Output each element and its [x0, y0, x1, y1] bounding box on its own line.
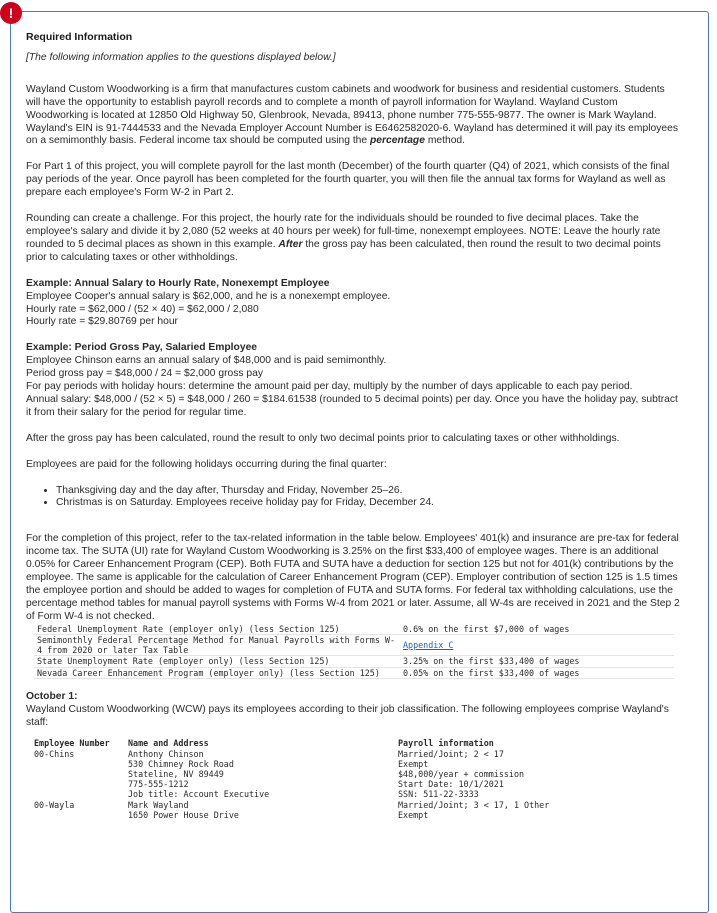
column-header: Name and Address — [128, 738, 209, 749]
example-period-gross-pay — [26, 342, 681, 419]
example-line: Period gross pay = $48,000 / 24 = $2,000 gross pay — [26, 368, 263, 380]
list-item: • Christmas is on Saturday. Employees receive holiday pay for Friday, December 24. — [56, 497, 681, 510]
october-text: Wayland Custom Woodworking (WCW) pays its employees according to their job classification. The following employees comprise Wayland's staff: — [26, 703, 669, 728]
list-item: • Thanksgiving day and the day after, Thursday and Friday, November 25–26. — [56, 485, 681, 498]
appendix-c-link[interactable]: Appendix C — [403, 640, 454, 651]
example-title: Example: Annual Salary to Hourly Rate, Nonexempt Employee — [26, 277, 330, 289]
example-title: Example: Period Gross Pay, Salaried Employee — [26, 342, 258, 354]
tax-label: Nevada Career Enhancement Program (employer only) (less Section 125) — [34, 667, 397, 678]
example-line: Employee Cooper's annual salary is $62,000, and he is a nonexempt employee. — [26, 290, 391, 302]
completion-paragraph: For the completion of this project, refer to the tax-related information in the table below. Employees' 401(k) and insurance are pre-tax for federal income tax. The SUTA (UI) rate for Wayland Custom Woodworking is 3.25% on the first $33,400 of employee wages. There is an additional 0.05% for Career Enhancement Program (CEP). Both FUTA and SUTA have a deduction for section 125 but not for 401(k) contributions by the employee. The same is applicable for the calculation of Career Enhancement Program (CEP). Employer contribution of section 125 is 1.5 times the employee portion and should be added to wages for completion of FUTA and SUTA forms. For federal tax withholding calculations, use the percentage method tables for manual payroll systems with Forms W-4 from 2021 or later. Assume, all W-4s are received in 2021 and the Step 2 of Form W-4 is not checked. — [26, 533, 680, 622]
employee-number: 00-Chins — [34, 748, 75, 759]
section-heading: Required Information — [26, 31, 133, 43]
holidays-intro: Employees are paid for the following holidays occurring during the final quarter: — [26, 458, 387, 470]
column-header: Payroll information — [398, 738, 494, 749]
tax-label: Federal Unemployment Rate (employer only) (less Section 125) — [34, 624, 397, 635]
table-row — [34, 624, 674, 635]
info-note: [The following information applies to the questions displayed below.] — [26, 51, 336, 63]
intro-paragraph: Wayland Custom Woodworking is a firm that manufactures custom cabinets and woodwork for business and residential customers. Students will have the opportunity to establish payroll records and to complete a month of payroll information for Wayland. Wayland Custom Woodworking is located at 12850 Old Highway 50, Glenbrook, Nevada, 89413, phone number 775-555-9877. The owner is Mark Wayland. Wayland's EIN is 91-7444533 and the Nevada Employer Account Number is E6462582020-6. Wayland has determined it will pay its employees on a semimonthly basis. Federal income tax should be computed using the percentage method. — [26, 83, 678, 147]
table-header-row — [34, 738, 638, 748]
tax-value: 3.25% on the first $33,400 of wages — [397, 656, 674, 667]
table-row — [34, 800, 638, 820]
employee-payroll-info: Married/Joint; 3 < 17, 1 Other Exempt — [398, 799, 550, 820]
employee-address: Mark Wayland 1650 Power House Drive — [128, 799, 239, 820]
rounding-paragraph: Rounding can create a challenge. For this project, the hourly rate for the individuals should be rounded to five decimal places. Take the employee's salary and divide it by 2,080 (52 weeks at 40 hours per week) for full-time, nonexempt employees. NOTE: Leave the hourly rate rounded to 5 decimal places as shown in this example. After the gross pay has been calculated, then round the result to two decimal points prior to calculating taxes or other withholdings. — [26, 213, 661, 263]
employee-number: 00-Wayla — [34, 799, 75, 810]
example-line: For pay periods with holiday hours: determine the amount paid per day, multiply by the number of days applicable to each pay period. — [26, 381, 633, 393]
table-row — [34, 749, 638, 800]
required-information-content — [26, 31, 681, 820]
tax-label: State Unemployment Rate (employer only) (less Section 125) — [34, 656, 397, 667]
tax-info-table — [34, 624, 674, 679]
holiday-list — [26, 485, 681, 511]
tax-value: 0.6% on the first $7,000 of wages — [397, 624, 674, 635]
table-row — [34, 634, 674, 655]
after-gross-paragraph: After the gross pay has been calculated, round the result to only two decimal points prior to calculating taxes or other withholdings. — [26, 432, 620, 444]
table-row — [34, 656, 674, 667]
example-hourly-rate — [26, 278, 681, 330]
example-line: Annual salary: $48,000 / (52 × 5) = $48,000 / 260 = $184.61538 (rounded to 5 decimal points) per day. Once you have the holiday pay, subtract it from their salary for the period for regular time. — [26, 393, 678, 418]
tax-value — [397, 634, 674, 655]
staff-table — [34, 738, 638, 820]
example-line: Hourly rate = $29.80769 per hour — [26, 316, 178, 328]
part1-paragraph: For Part 1 of this project, you will complete payroll for the last month (December) of the fourth quarter (Q4) of 2021, which consists of the final pay periods of the year. Once payroll has been completed for the fourth quarter, you will then file the annual tax forms for Wayland as well as prepare each employee's Form W-2 in Part 2. — [26, 161, 670, 199]
october-heading: October 1: — [26, 690, 78, 702]
column-header: Employee Number — [34, 738, 110, 749]
tax-label: Semimonthly Federal Percentage Method for Manual Payrolls with Forms W-4 from 2020 or later Tax Table — [34, 634, 397, 655]
table-row — [34, 667, 674, 678]
employee-address: Anthony Chinson 530 Chimney Rock Road Stateline, NV 89449 775-555-1212 Job title: Account Executive — [128, 748, 270, 800]
example-line: Employee Chinson earns an annual salary of $48,000 and is paid semimonthly. — [26, 355, 387, 367]
alert-icon: ! — [0, 2, 22, 24]
employee-payroll-info: Married/Joint; 2 < 17 Exempt $48,000/year + commission Start Date: 10/1/2021 SSN: 511-22-3333 — [398, 748, 525, 800]
tax-value: 0.05% on the first $33,400 of wages — [397, 667, 674, 678]
example-line: Hourly rate = $62,000 / (52 × 40) = $62,000 / 2,080 — [26, 303, 259, 315]
